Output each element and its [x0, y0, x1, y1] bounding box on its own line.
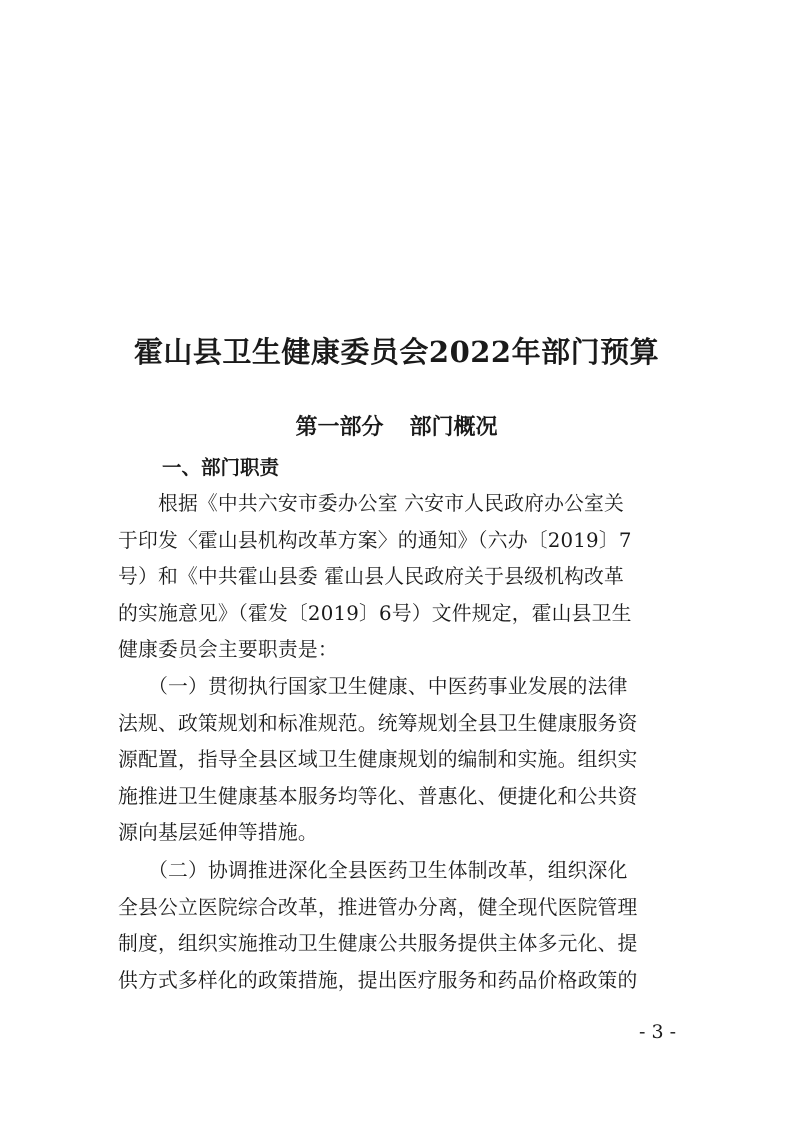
paragraph-line: 源配置，指导全县区域卫生健康规划的编制和实施。组织实	[118, 748, 638, 772]
paragraph	[118, 853, 678, 999]
paragraph-line: 施推进卫生健康基本服务均等化、普惠化、便捷化和公共资	[118, 784, 638, 808]
paragraph-line: 制度，组织实施推动卫生健康公共服务提供主体多元化、提	[118, 932, 638, 956]
paragraph-line: 根据《中共六安市委办公室 六安市人民政府办公室关	[118, 492, 625, 515]
paragraph-line: 号）和《中共霍山县委 霍山县人民政府关于县级机构改革	[118, 565, 625, 589]
paragraph	[118, 669, 678, 852]
paragraph-line: 的实施意见》（霍发〔2019〕6号）文件规定，霍山县卫生	[118, 601, 632, 625]
document-title: 霍山县卫生健康委员会2022年部门预算	[133, 335, 660, 369]
paragraph-line: 于印发〈霍山县机构改革方案〉的通知》（六办〔2019〕7	[118, 528, 632, 552]
part-title	[0, 410, 793, 441]
paragraph-line: （一）贯彻执行国家卫生健康、中医药事业发展的法律	[118, 675, 628, 698]
part-name: 部门概况	[409, 414, 498, 440]
page-number: - 3 -	[638, 1021, 676, 1043]
paragraph-line: （二）协调推进深化全县医药卫生体制改革，组织深化	[118, 859, 628, 882]
paragraph-line: 法规、政策规划和标准规范。统筹规划全县卫生健康服务资	[118, 711, 638, 735]
part-number: 第一部分	[295, 414, 384, 440]
paragraph-line: 健康委员会主要职责是：	[118, 638, 338, 662]
paragraph-line: 源向基层延伸等措施。	[118, 821, 318, 845]
paragraph-line: 供方式多样化的政策措施，提出医疗服务和药品价格政策的	[118, 968, 638, 992]
section-heading: 一、部门职责	[162, 456, 280, 479]
paragraph-line: 全县公立医院综合改革，推进管办分离，健全现代医院管理	[118, 895, 638, 919]
paragraph	[118, 486, 678, 669]
